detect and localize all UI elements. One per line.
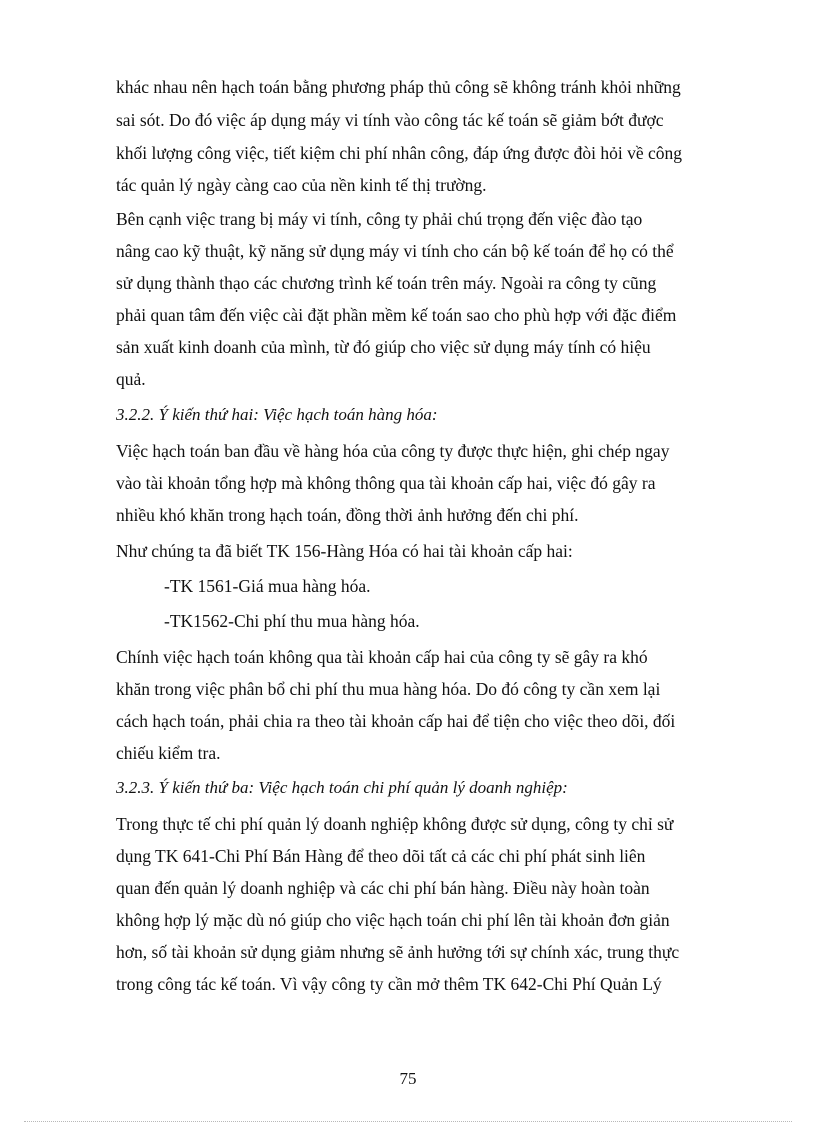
text-line: Chính việc hạch toán không qua tài khoản cấp hai của công ty sẽ gây ra khó (116, 647, 648, 667)
text-line: Bên cạnh việc trang bị máy vi tính, công ty phải chú trọng đến việc đào tạo (116, 209, 643, 229)
text-line: khối lượng công việc, tiết kiệm chi phí nhân công, đáp ứng được đòi hỏi về công (116, 143, 683, 163)
text-line: Trong thực tế chi phí quản lý doanh nghiệp không được sử dụng, công ty chỉ sử (116, 814, 674, 834)
text-line: sử dụng thành thạo các chương trình kế toán trên máy. Ngoài ra công ty cũng (116, 273, 657, 293)
list-item-tk-1561: -TK 1561-Giá mua hàng hóa. (164, 576, 371, 596)
text-line: quả. (116, 369, 146, 389)
text-line: dụng TK 641-Chi Phí Bán Hàng để theo dõi tất cả các chi phí phát sinh liên (116, 846, 646, 866)
text-line: khác nhau nên hạch toán bằng phương pháp thủ công sẽ không tránh khỏi những (116, 77, 681, 97)
text-line: tác quản lý ngày càng cao của nền kinh tế thị trường. (116, 175, 487, 195)
text-line: chiếu kiểm tra. (116, 743, 221, 763)
text-line: vào tài khoản tổng hợp mà không thông qua tài khoản cấp hai, việc đó gây ra (116, 473, 656, 493)
text-line: quan đến quản lý doanh nghiệp và các chi phí bán hàng. Điều này hoàn toàn (116, 878, 650, 898)
page-number: 75 (399, 1069, 417, 1088)
list-item-tk-1562: -TK1562-Chi phí thu mua hàng hóa. (164, 611, 420, 631)
text-line: khăn trong việc phân bổ chi phí thu mua hàng hóa. Do đó công ty cần xem lại (116, 679, 661, 699)
text-line: nâng cao kỹ thuật, kỹ năng sử dụng máy vi tính cho cán bộ kế toán để họ có thể (116, 241, 674, 261)
text-line: trong công tác kế toán. Vì vậy công ty cần mở thêm TK 642-Chi Phí Quản Lý (116, 974, 662, 994)
text-line: cách hạch toán, phải chia ra theo tài khoản cấp hai để tiện cho việc theo dõi, đối (116, 711, 676, 731)
text-line: sai sót. Do đó việc áp dụng máy vi tính vào công tác kế toán sẽ giảm bớt được (116, 110, 664, 130)
text-line: phải quan tâm đến việc cài đặt phần mềm kế toán sao cho phù hợp với đặc điểm (116, 305, 677, 325)
text-line: Việc hạch toán ban đầu về hàng hóa của công ty được thực hiện, ghi chép ngay (116, 441, 670, 461)
page-bottom-divider (24, 1121, 792, 1122)
text-line: nhiều khó khăn trong hạch toán, đồng thời ảnh hưởng đến chi phí. (116, 505, 579, 525)
section-heading-3-2-2: 3.2.2. Ý kiến thứ hai: Việc hạch toán hàng hóa: (116, 405, 438, 424)
text-line: hơn, số tài khoản sử dụng giảm nhưng sẽ ảnh hưởng tới sự chính xác, trung thực (116, 942, 680, 962)
text-line: sản xuất kinh doanh của mình, từ đó giúp cho việc sử dụng máy tính có hiệu (116, 337, 651, 357)
section-heading-3-2-3: 3.2.3. Ý kiến thứ ba: Việc hạch toán chi phí quản lý doanh nghiệp: (116, 778, 568, 797)
text-line: Như chúng ta đã biết TK 156-Hàng Hóa có hai tài khoản cấp hai: (116, 541, 573, 561)
text-line: không hợp lý mặc dù nó giúp cho việc hạch toán chi phí lên tài khoản đơn giản (116, 910, 670, 930)
